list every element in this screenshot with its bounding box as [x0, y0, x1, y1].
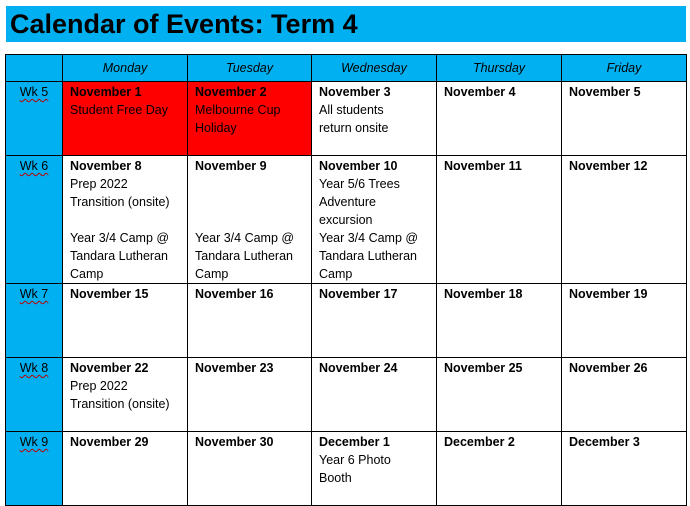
day-cell: [63, 432, 188, 506]
date-label: November 8: [70, 159, 142, 173]
week-label: Wk 8: [6, 358, 63, 432]
date-label: November 11: [444, 159, 522, 173]
week-row: [6, 284, 687, 358]
day-cell: [312, 432, 437, 506]
day-cell: [63, 156, 188, 284]
week-label: Wk 7: [6, 284, 63, 358]
date-label: November 2: [195, 85, 267, 99]
event-line: Transition (onsite): [70, 195, 170, 209]
day-cell: [562, 284, 687, 358]
day-cell: [562, 358, 687, 432]
day-header-wednesday: Wednesday: [312, 55, 437, 82]
event-line: Prep 2022: [70, 177, 128, 191]
day-header-tuesday: Tuesday: [188, 55, 312, 82]
date-label: November 17: [319, 287, 398, 301]
date-label: November 15: [70, 287, 149, 301]
day-cell: [437, 156, 562, 284]
day-cell: [188, 156, 312, 284]
date-label: November 30: [195, 435, 274, 449]
date-label: November 10: [319, 159, 398, 173]
day-cell: [188, 432, 312, 506]
day-cell: [312, 284, 437, 358]
date-label: December 1: [319, 435, 390, 449]
page-title: Calendar of Events: Term 4: [6, 6, 686, 42]
corner-cell: [6, 55, 63, 82]
day-cell: [63, 358, 188, 432]
date-label: November 12: [569, 159, 648, 173]
event-line: Prep 2022: [70, 379, 128, 393]
day-cell: [562, 156, 687, 284]
event-line: Adventure: [319, 195, 376, 209]
header-row: [6, 55, 687, 82]
date-label: November 16: [195, 287, 274, 301]
date-label: November 23: [195, 361, 274, 375]
day-cell: [188, 82, 312, 156]
date-label: November 24: [319, 361, 398, 375]
day-cell: [437, 284, 562, 358]
event-line: Tandara Lutheran: [319, 249, 417, 263]
date-label: November 25: [444, 361, 523, 375]
event-line: Holiday: [195, 121, 237, 135]
event-line: Camp: [195, 267, 229, 281]
event-line: Tandara Lutheran: [195, 249, 293, 263]
week-row: [6, 432, 687, 506]
event-line: Year 6 Photo: [319, 453, 391, 467]
event-line: excursion: [319, 213, 373, 227]
day-cell: [188, 358, 312, 432]
date-label: November 9: [195, 159, 267, 173]
day-cell: [312, 82, 437, 156]
date-label: November 22: [70, 361, 149, 375]
event-line: Year 3/4 Camp @: [70, 231, 170, 245]
week-row: [6, 358, 687, 432]
week-row: [6, 82, 687, 156]
event-line: Camp: [70, 267, 104, 281]
week-label: Wk 6: [6, 156, 63, 284]
event-line: All students: [319, 103, 384, 117]
week-label: Wk 9: [6, 432, 63, 506]
week-label: Wk 5: [6, 82, 63, 156]
day-cell: [63, 82, 188, 156]
event-line: Booth: [319, 471, 352, 485]
event-line: Transition (onsite): [70, 397, 170, 411]
date-label: November 3: [319, 85, 391, 99]
day-header-monday: Monday: [63, 55, 188, 82]
day-cell: [63, 284, 188, 358]
day-header-thursday: Thursday: [437, 55, 562, 82]
event-line: Year 3/4 Camp @: [195, 231, 295, 245]
day-cell: [437, 82, 562, 156]
date-label: December 3: [569, 435, 640, 449]
day-cell: [312, 358, 437, 432]
date-label: November 5: [569, 85, 641, 99]
date-label: November 4: [444, 85, 516, 99]
date-label: November 26: [569, 361, 648, 375]
date-label: November 1: [70, 85, 142, 99]
date-label: November 29: [70, 435, 149, 449]
event-line: return onsite: [319, 121, 389, 135]
day-cell: [437, 432, 562, 506]
calendar-table: [5, 54, 687, 506]
event-line: Camp: [319, 267, 353, 281]
event-line: Year 3/4 Camp @: [319, 231, 419, 245]
week-row: [6, 156, 687, 284]
day-header-friday: Friday: [562, 55, 687, 82]
event-line: Melbourne Cup: [195, 103, 281, 117]
day-cell: [562, 82, 687, 156]
day-cell: [562, 432, 687, 506]
event-line: Student Free Day: [70, 103, 168, 117]
date-label: November 19: [569, 287, 648, 301]
day-cell: [188, 284, 312, 358]
event-line: Tandara Lutheran: [70, 249, 168, 263]
event-line: Year 5/6 Trees: [319, 177, 400, 191]
date-label: December 2: [444, 435, 515, 449]
day-cell: [437, 358, 562, 432]
day-cell: [312, 156, 437, 284]
date-label: November 18: [444, 287, 523, 301]
